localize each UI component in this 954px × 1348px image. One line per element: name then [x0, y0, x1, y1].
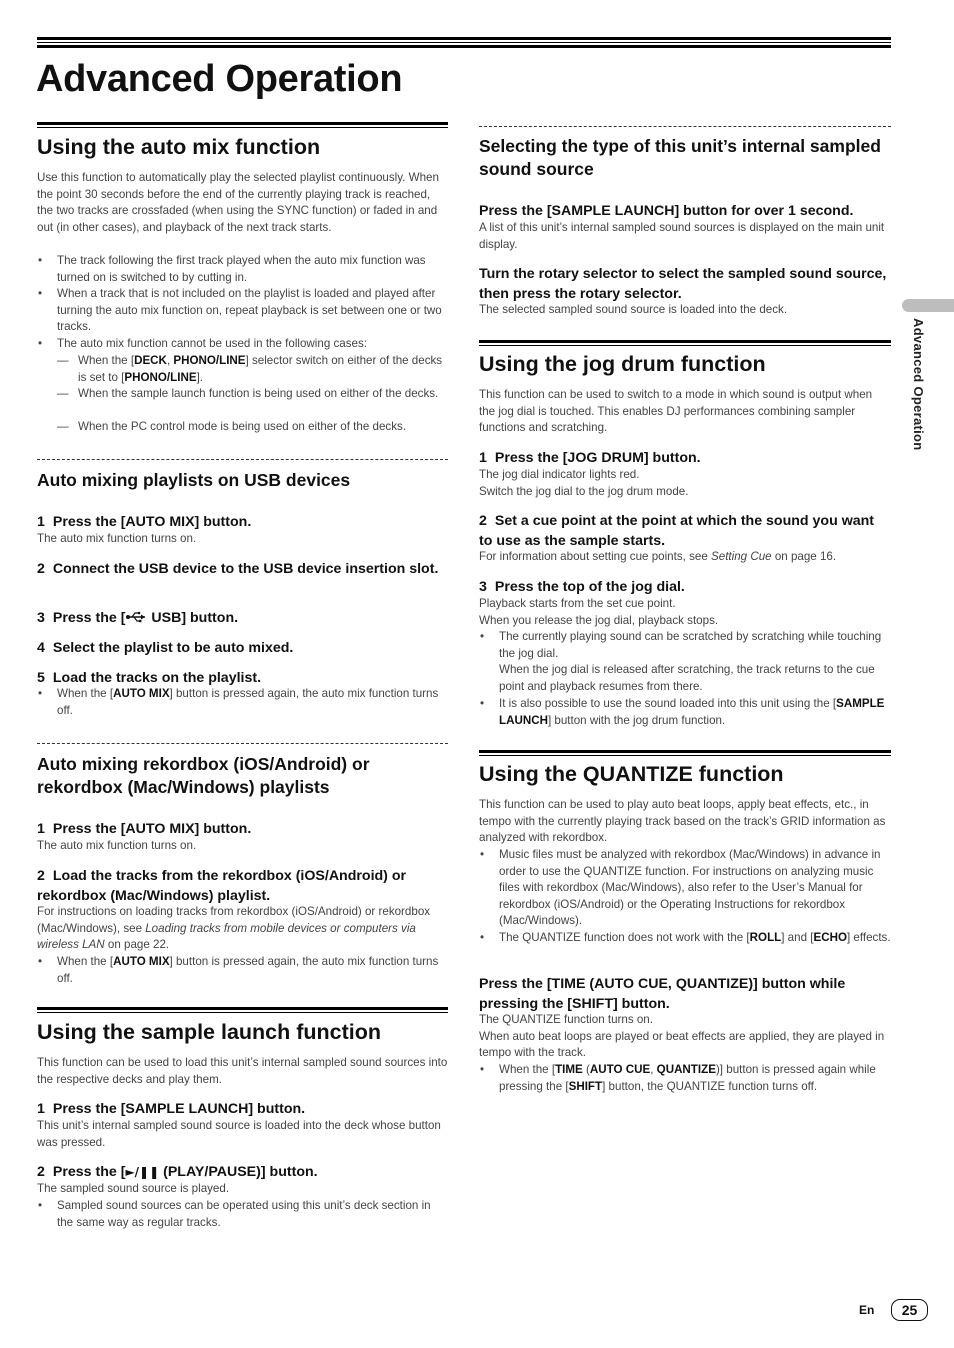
quantize-step: Press the [TIME (AUTO CUE, QUANTIZE)] button while pressing the [SHIFT] button.: [479, 976, 846, 1012]
quantize-step-desc: The QUANTIZE function turns on. When auto beat loops are played or beat effects are applied, they are played in tempo with the track.: [479, 1013, 885, 1060]
side-tab-label: Advanced Operation: [911, 318, 926, 451]
section-rule: [37, 122, 448, 129]
rekordbox-step-2-desc: For instructions on loading tracks from rekordbox (iOS/Android) or rekordbox (Mac/Windows), see Loading tracks from mobile devices or computers via wireless LAN on page 22.: [37, 905, 431, 952]
section-rule: [479, 750, 891, 757]
usb-step-3: 3 Press the [ USB] button.: [37, 610, 239, 626]
select-step-2-desc: The selected sampled sound source is loaded into the deck.: [479, 303, 788, 316]
sample-launch-intro: This function can be used to load this unit’s internal sampled sound sources into the respective decks and play them.: [37, 1056, 448, 1086]
usb-icon: [125, 611, 147, 623]
sample-step-1: 1 Press the [SAMPLE LAUNCH] button.: [37, 1101, 306, 1117]
usb-step-4: 4 Select the playlist to be auto mixed.: [37, 640, 294, 656]
sample-launch-heading: Using the sample launch function: [37, 1020, 382, 1044]
quantize-bullet: • The QUANTIZE function does not work with the [ROLL] and [ECHO] effects.: [479, 930, 891, 947]
sample-step-2-desc: The sampled sound source is played.: [37, 1182, 230, 1195]
dashed-divider: [37, 459, 448, 460]
auto-mix-intro: Use this function to automatically play the selected playlist continuously. When the point 30 seconds before the end of the currently playing track is reached, the two tracks are crossfaded (when using the SYNC function) or faded in and out (in other cases), and playback of the next track starts.: [37, 171, 439, 234]
usb-bullet: • When the [AUTO MIX] button is pressed again, the auto mix function turns off.: [37, 686, 448, 719]
page-reference-link: Loading tracks from mobile devices or computers via wireless LAN: [37, 921, 416, 952]
side-tab-marker: [902, 299, 954, 312]
jog-step-1-desc: The jog dial indicator lights red. Switch the jog dial to the jog drum mode.: [479, 468, 689, 498]
auto-mix-subitem: — When the PC control mode is being used on either of the decks.: [57, 419, 448, 436]
section-rule: [479, 340, 891, 347]
sample-bullet: • Sampled sound sources can be operated using this unit’s deck section in the same way as regular tracks.: [37, 1198, 448, 1231]
auto-mix-bullet: • The auto mix function cannot be used in the following cases:: [37, 336, 448, 353]
select-step-2: Turn the rotary selector to select the sampled sound source, then press the rotary selector.: [479, 266, 887, 302]
select-step-1-desc: A list of this unit’s internal sampled sound sources is displayed on the main unit display.: [479, 221, 885, 251]
quantize-heading: Using the QUANTIZE function: [479, 762, 784, 786]
quantize-intro: This function can be used to play auto beat loops, apply beat effects, etc., in tempo with the currently playing track based on the track’s GRID information as analyzed with rekordbox.: [479, 798, 886, 845]
auto-mix-bullet: • The track following the first track played when the auto mix function was turned on is switched to by cutting in.: [37, 253, 448, 286]
language-label: En: [859, 1303, 875, 1317]
rekordbox-step-1: 1 Press the [AUTO MIX] button.: [37, 821, 252, 837]
jog-step-2-desc: For information about setting cue points, see Setting Cue on page 16.: [479, 550, 837, 563]
select-step-1: Press the [SAMPLE LAUNCH] button for over 1 second.: [479, 203, 854, 219]
usb-step-1-desc: The auto mix function turns on.: [37, 532, 197, 545]
usb-step-2: 2 Connect the USB device to the USB device insertion slot.: [37, 561, 439, 577]
rekordbox-heading: Auto mixing rekordbox (iOS/Android) or rekordbox (Mac/Windows) playlists: [37, 754, 370, 797]
page-number: 25: [891, 1299, 928, 1321]
usb-step-1: 1 Press the [AUTO MIX] button.: [37, 514, 252, 530]
jog-drum-heading: Using the jog drum function: [479, 352, 766, 376]
rekordbox-bullet: • When the [AUTO MIX] button is pressed again, the auto mix function turns off.: [37, 954, 448, 987]
dashed-divider: [37, 743, 448, 744]
usb-step-5: 5 Load the tracks on the playlist.: [37, 670, 262, 686]
auto-mix-subitem: — When the sample launch function is being used on either of the decks.: [57, 386, 448, 403]
jog-bullet: • It is also possible to use the sound loaded into this unit using the [SAMPLE LAUNCH] button with the jog drum function.: [479, 696, 891, 729]
jog-step-2: 2 Set a cue point at the point at which the sound you want to use as the sample starts.: [479, 513, 875, 549]
jog-step-1: 1 Press the [JOG DRUM] button.: [479, 450, 701, 466]
page-title: Advanced Operation: [36, 58, 403, 100]
select-sound-heading: Selecting the type of this unit’s internal sampled sound source: [479, 136, 881, 179]
usb-heading: Auto mixing playlists on USB devices: [37, 470, 351, 490]
auto-mix-subitem: — When the [DECK, PHONO/LINE] selector switch on either of the decks is set to [PHONO/LINE].: [57, 353, 448, 386]
quantize-bullet: • Music files must be analyzed with rekordbox (Mac/Windows) in advance in order to use the QUANTIZE function. For instructions on analyzing music files with rekordbox (Mac/Windows), also refer to the User’s Manual for rekordbox (iOS/Android) or the Operating Instructions for rekordbox (Mac/Windows).: [479, 847, 891, 930]
jog-drum-intro: This function can be used to switch to a mode in which sound is output when the jog dial is touched. This enables DJ performances combining sampler functions and scratching.: [479, 388, 873, 435]
jog-step-3: 3 Press the top of the jog dial.: [479, 579, 685, 595]
play-pause-icon: ►/❚❚: [125, 1165, 160, 1179]
rekordbox-step-1-desc: The auto mix function turns on.: [37, 839, 197, 852]
sample-step-2: 2 Press the [►/❚❚ (PLAY/PAUSE)] button.: [37, 1164, 318, 1180]
dashed-divider: [479, 126, 891, 127]
sample-step-1-desc: This unit’s internal sampled sound source is loaded into the deck whose button was pressed.: [37, 1119, 441, 1149]
section-rule: [37, 1007, 448, 1014]
auto-mix-bullet: • When a track that is not included on the playlist is loaded and played after turning the auto mix function on, repeat playback is set between one or two tracks.: [37, 286, 448, 336]
jog-bullet: • The currently playing sound can be scratched by scratching while touching the jog dial. When the jog dial is released after scratching, the track returns to the cue point and playback resumes from there.: [479, 629, 891, 695]
rekordbox-step-2: 2 Load the tracks from the rekordbox (iOS/Android) or rekordbox (Mac/Windows) playlist.: [37, 868, 407, 904]
quantize-bullet: • When the [TIME (AUTO CUE, QUANTIZE)] button is pressed again while pressing the [SHIFT] button, the QUANTIZE function turns off.: [479, 1062, 891, 1095]
auto-mix-heading: Using the auto mix function: [37, 135, 321, 159]
jog-step-3-desc: Playback starts from the set cue point. When you release the jog dial, playback stops.: [479, 597, 719, 627]
page-reference-link: Setting Cue: [711, 550, 772, 563]
top-rule: [37, 37, 891, 49]
